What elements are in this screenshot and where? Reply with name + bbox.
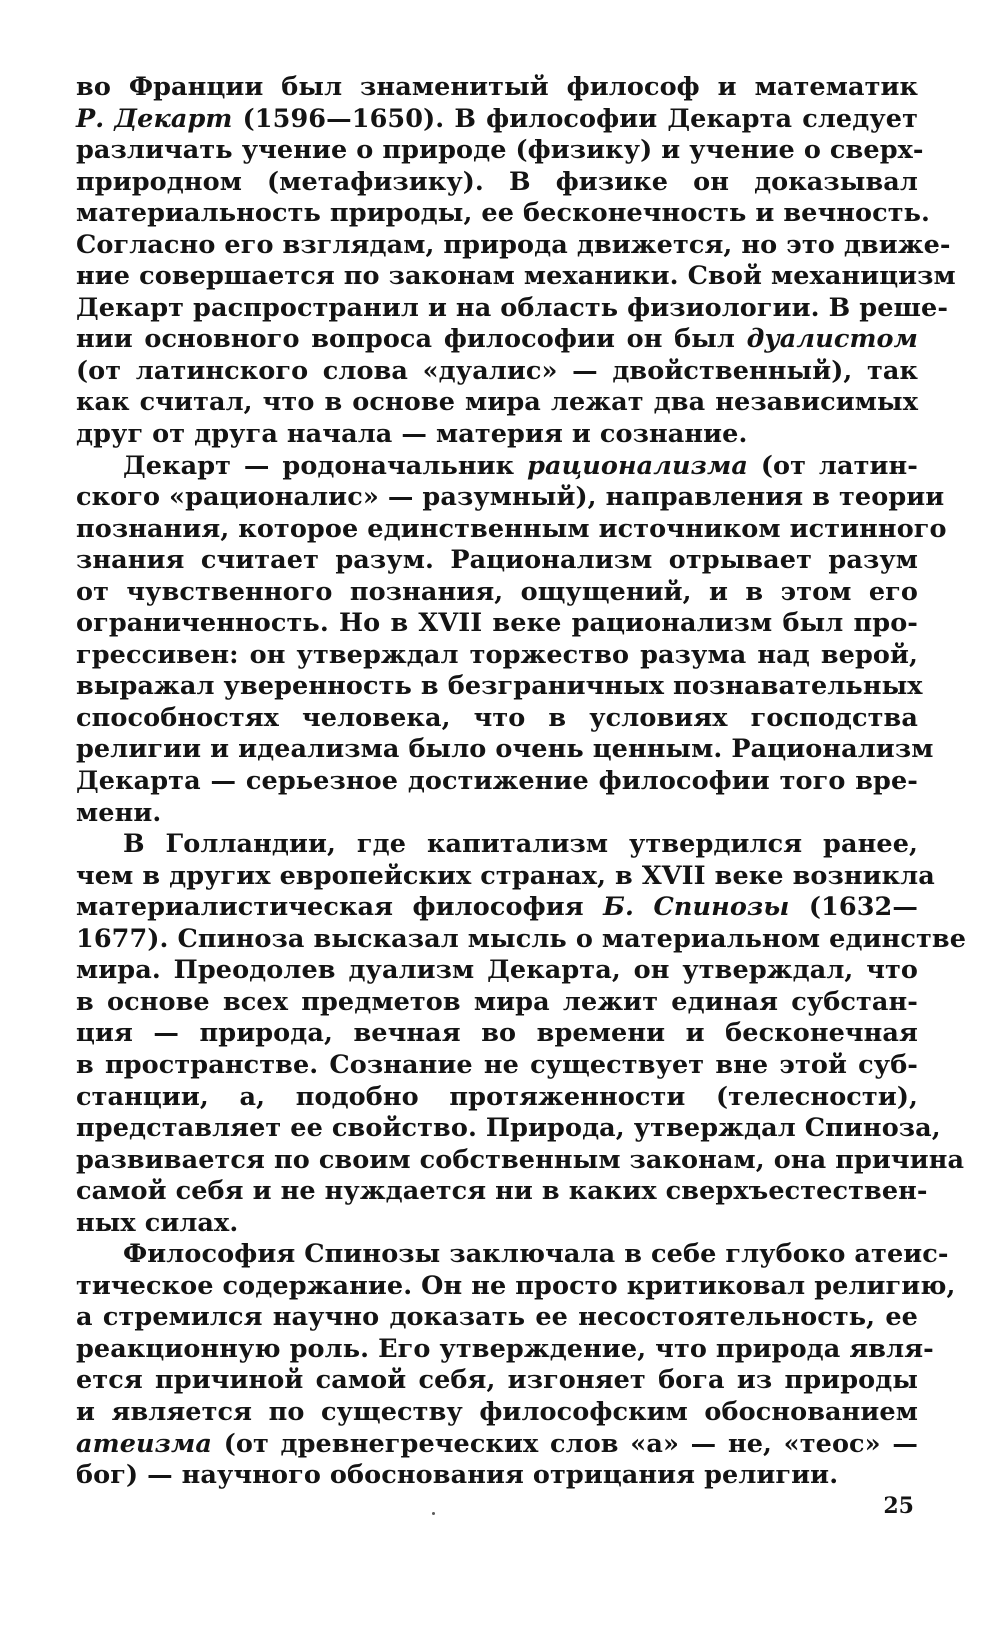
text-line: [76, 229, 951, 262]
text-line: [76, 1082, 918, 1114]
text-segment: самой себя и не нуждается ни в каких сверхъестествен-: [76, 1176, 928, 1207]
text-segment: религии и идеализма было очень ценным. Рационализм: [76, 734, 934, 765]
text-line: [76, 892, 918, 924]
text-line: [76, 829, 918, 861]
text-line: [76, 1429, 918, 1461]
text-segment: (от латин-: [748, 450, 918, 481]
italic-term: Б. Спинозы: [603, 892, 790, 923]
text-line: [76, 1333, 934, 1366]
text-line: [76, 577, 918, 609]
text-segment: (от древнегреческих слов «а» — не, «теос» —: [212, 1428, 918, 1459]
text-line: [76, 923, 967, 956]
text-segment: знания считает разум. Рационализм отрывает разум: [76, 545, 918, 576]
text-segment: способностях человека, что в условиях господства: [76, 702, 918, 733]
text-line: [76, 167, 918, 199]
text-segment: (1632—: [789, 892, 918, 923]
text-segment: во Франции был знаменитый философ и математик: [76, 72, 918, 102]
text-segment: ского «рационалис» — разумный), направления в теории: [76, 482, 945, 513]
text-segment: различать учение о природе (физику) и учение о сверх-: [76, 135, 924, 166]
text-line: [76, 1113, 941, 1145]
text-segment: материальность природы, ее бесконечность и вечность.: [76, 198, 931, 229]
text-line: [76, 356, 918, 388]
text-segment: 1677). Спиноза высказал мысль о материальном единстве: [76, 923, 967, 954]
text-segment: от чувственного познания, ощущений, и в этом его: [76, 576, 918, 607]
text-segment: в пространстве. Сознание не существует вне этой суб-: [76, 1049, 918, 1080]
text-line: [76, 955, 918, 987]
text-line: [76, 766, 918, 798]
text-segment: Философия Спинозы заключала в себе глубоко атеис-: [123, 1239, 949, 1270]
text-segment: станции, а, подобно протяженности (телесности),: [76, 1081, 918, 1112]
text-line: [76, 734, 934, 766]
text-line: [76, 608, 918, 640]
text-line: [76, 419, 918, 451]
text-line: [76, 1176, 928, 1208]
text-segment: и является по существу философским обоснованием: [76, 1396, 918, 1427]
text-line: [76, 1208, 918, 1240]
text-line: [76, 1239, 949, 1271]
print-speck: [432, 1512, 435, 1515]
text-segment: (от латинского слова «дуалис» — двойственный), так: [76, 355, 918, 386]
text-segment: Декарт распространил и на область физиологии. В реше-: [76, 292, 949, 323]
text-line: [76, 513, 947, 546]
text-segment: друг от друга начала — материя и сознание.: [76, 419, 748, 450]
text-segment: Декарта — серьезное достижение философии того вре-: [76, 766, 918, 797]
text-segment: Согласно его взглядам, природа движется, но это движе-: [76, 229, 951, 260]
text-line: [76, 671, 923, 703]
text-line: [76, 640, 918, 672]
text-line: [76, 292, 949, 325]
text-segment: познания, которое единственным источником истинного: [76, 513, 947, 544]
text-segment: бог) — научного обоснования отрицания религии.: [76, 1460, 839, 1491]
text-segment: в основе всех предметов мира лежит единая субстан-: [76, 986, 918, 1017]
text-line: [76, 987, 918, 1019]
text-segment: представляет ее свойство. Природа, утверждал Спиноза,: [76, 1113, 941, 1144]
text-line: [76, 1302, 918, 1334]
italic-term: дуалистом: [746, 324, 918, 355]
text-segment: природном (метафизику). В физике он доказывал: [76, 166, 918, 197]
text-segment: ется причиной самой себя, изгоняет бога из природы: [76, 1365, 918, 1396]
text-segment: Декарт — родоначальник: [123, 450, 528, 481]
text-line: [76, 451, 918, 483]
text-line: [76, 198, 931, 230]
page-number: 25: [883, 1493, 914, 1519]
text-line: [76, 1144, 965, 1177]
text-line: [76, 860, 935, 893]
italic-term: рационализма: [527, 450, 749, 481]
text-segment: ция — природа, вечная во времени и бесконечная: [76, 1018, 918, 1049]
text-line: [76, 1365, 918, 1397]
text-segment: материалистическая философия: [76, 892, 604, 923]
text-line: [76, 387, 918, 419]
text-segment: В Голландии, где капитализм утвердился ранее,: [123, 829, 918, 860]
text-line: [76, 261, 956, 293]
text-line: [76, 482, 945, 514]
text-segment: ных силах.: [76, 1207, 239, 1238]
text-segment: грессивен: он утверждал торжество разума над верой,: [76, 639, 918, 670]
text-line: [76, 72, 918, 104]
text-segment: мени.: [76, 797, 162, 828]
text-line: [76, 324, 918, 356]
text-line: [76, 104, 918, 136]
text-segment: развивается по своим собственным законам, она причина: [76, 1144, 965, 1175]
text-line: [76, 1460, 918, 1492]
text-line: [76, 1397, 918, 1429]
text-segment: ограниченность. Но в XVII веке рационализм был про-: [76, 608, 918, 639]
text-segment: как считал, что в основе мира лежат два независимых: [76, 387, 918, 418]
text-segment: чем в других европейских странах, в XVII веке возникла: [76, 860, 935, 891]
text-line: [76, 1270, 956, 1303]
text-line: [76, 703, 918, 735]
text-line: [76, 135, 924, 167]
text-segment: реакционную роль. Его утверждение, что природа явля-: [76, 1333, 934, 1364]
italic-term: атеизма: [76, 1428, 213, 1459]
text-line: [76, 798, 918, 830]
text-segment: тическое содержание. Он не просто критиковал религию,: [76, 1270, 956, 1301]
text-segment: нии основного вопроса философии он был: [76, 324, 747, 355]
text-segment: ние совершается по законам механики. Свой механицизм: [76, 261, 956, 292]
text-segment: мира. Преодолев дуализм Декарта, он утверждал, что: [76, 955, 918, 986]
text-segment: выражал уверенность в безграничных познавательных: [76, 671, 923, 702]
text-line: [76, 1050, 918, 1082]
text-segment: (1596—1650). В философии Декарта следует: [232, 103, 918, 134]
text-line: [76, 1018, 918, 1050]
text-segment: а стремился научно доказать ее несостоятельность, ее: [76, 1302, 918, 1333]
text-line: [76, 545, 918, 577]
italic-term: Р. Декарт: [76, 103, 233, 134]
book-page-text: [76, 72, 967, 1492]
